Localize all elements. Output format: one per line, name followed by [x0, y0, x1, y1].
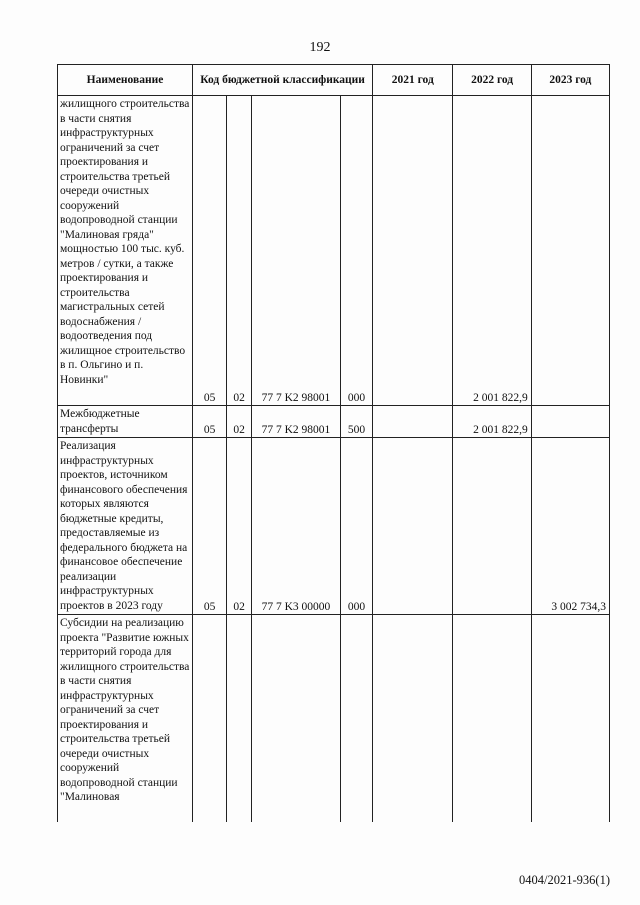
table-row: [58, 615, 610, 823]
table-row: [58, 96, 610, 406]
table-row: [58, 406, 610, 438]
amount-2021: [373, 438, 453, 615]
row-name: жилищного строительства в части снятия инфраструктурных ограничений за счет проектирования и строительства третьей очереди очистных сооружений водопроводной станции "Малиновая гряда" мощностью 100 тыс. куб. метров / сутки, а также проектирования и строительства магистральных сетей водоснабжения / водоотведения под жилищное строительство в п. Ольгино и п. Новинки": [58, 96, 193, 406]
code-section: 05: [193, 96, 227, 406]
header-name: Наименование: [58, 65, 193, 96]
amount-2022: [453, 615, 531, 823]
code-section: [193, 615, 227, 823]
header-row: [58, 65, 610, 96]
code-subsection: 02: [227, 438, 252, 615]
amount-2023: [531, 96, 609, 406]
row-name: Субсидии на реализацию проекта "Развитие южных территорий города для жилищного строительства в части снятия инфраструктурных ограничений за счет проектирования и строительства третьей очереди очистных сооружений водопроводной станции "Малиновая: [58, 615, 193, 823]
amount-2022: 2 001 822,9: [453, 406, 531, 438]
amount-2021: [373, 96, 453, 406]
amount-2022: [453, 438, 531, 615]
page-number: 192: [309, 40, 331, 55]
code-target: 77 7 K2 98001: [251, 406, 340, 438]
code-target: 77 7 K2 98001: [251, 96, 340, 406]
code-subsection: 02: [227, 406, 252, 438]
code-expense-type: [340, 615, 372, 823]
header-code: Код бюджетной классификации: [193, 65, 373, 96]
code-expense-type: 000: [340, 438, 372, 615]
amount-2023: 3 002 734,3: [531, 438, 609, 615]
row-name: Межбюджетные трансферты: [58, 406, 193, 438]
amount-2023: [531, 406, 609, 438]
amount-2021: [373, 406, 453, 438]
amount-2021: [373, 615, 453, 823]
code-section: 05: [193, 406, 227, 438]
header-2021: 2021 год: [373, 65, 453, 96]
row-name: Реализация инфраструктурных проектов, источником финансового обеспечения которых являются бюджетные кредиты, предоставляемые из федерального бюджета на финансовое обеспечение реализации инфраструктурных проектов в 2023 году: [58, 438, 193, 615]
amount-2022: 2 001 822,9: [453, 96, 531, 406]
code-target: 77 7 K3 00000: [251, 438, 340, 615]
code-subsection: [227, 615, 252, 823]
header-2022: 2022 год: [453, 65, 531, 96]
table-row: [58, 438, 610, 615]
budget-table: [57, 64, 610, 822]
code-target: [251, 615, 340, 823]
code-expense-type: 500: [340, 406, 372, 438]
header-2023: 2023 год: [531, 65, 609, 96]
code-expense-type: 000: [340, 96, 372, 406]
document-code: 0404/2021-936(1): [519, 873, 610, 887]
amount-2023: [531, 615, 609, 823]
code-subsection: 02: [227, 96, 252, 406]
code-section: 05: [193, 438, 227, 615]
